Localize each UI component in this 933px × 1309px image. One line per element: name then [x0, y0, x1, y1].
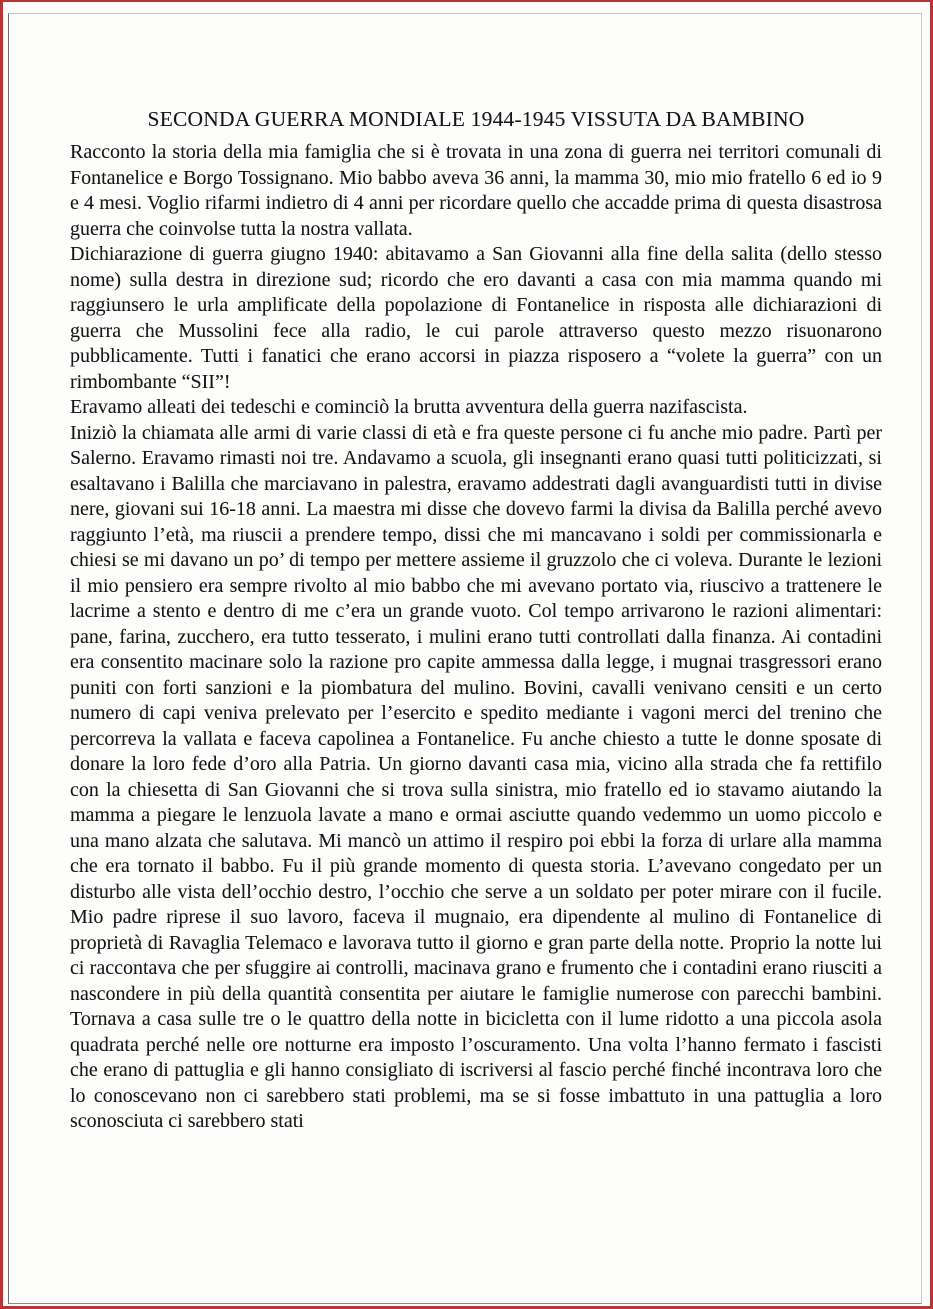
paragraph-wartime-life-story: Iniziò la chiamata alle armi di varie classi di età e fra queste persone ci fu anche mio padre. Partì per Salerno. Eravamo rimasti noi tre. Andavamo a scuola, gli insegnanti erano quasi tutti politicizzati, si esaltavano i Balilla che marciavano in palestra, eravamo addestrati dagli avanguardisti tutti in divise nere, giovani sui 16-18 anni. La maestra mi disse che dovevo farmi la divisa da Balilla perché avevo raggiunto l’età, ma riuscii a prendere tempo, dissi che mi mancavano i soldi per commissionarla e chiesi se mi davano un po’ di tempo per mettere assieme il gruzzolo che ci voleva. Durante le lezioni il mio pensiero era sempre rivolto al mio babbo che mi avevano portato via, riuscivo a trattenere le lacrime a stento e dentro di me c’era un grande vuoto. Col tempo arrivarono le razioni alimentari: pane, farina, zucchero, era tutto tesserato, i mulini erano tutti controllati dalla finanza. Ai contadini era consentito macinare solo la razione pro capite ammessa dalla legge, i mugnai trasgressori erano puniti con forti sanzioni e la piombatura del mulino. Bovini, cavalli venivano censiti e un certo numero di capi veniva prelevato per l’esercito e spedito mediante i vagoni merci del trenino che percorreva la vallata e faceva capolinea a Fontanelice. Fu anche chiesto a tutte le donne sposate di donare la loro fede d’oro alla Patria. Un giorno davanti casa mia, vicino alla strada che fa rettifilo con la chiesetta di San Giovanni che si trova sulla sinistra, mio fratello ed io stavamo aiutando la mamma a piegare le lenzuola lavate a mano e ormai asciutte quando vedemmo un uomo piccolo e una mano alzata che salutava. Mi mancò un attimo il respiro poi ebbi la forza di urlare alla mamma che era tornato il babbo. Fu il più grande momento di questa storia. L’avevano congedato per un disturbo alle vista dell’occhio destro, l’occhio che serve a un soldato per poter mirare con il fucile. Mio padre riprese il suo lavoro, faceva il mugnaio, era dipendente al mulino di Fontanelice di proprietà di Ravaglia Telemaco e lavorava tutto il giorno e gran parte della notte. Proprio la notte lui ci raccontava che per sfuggire ai controlli, macinava grano e frumento che i contadini erano riusciti a nascondere in più della quantità consentita per aiutare le famiglie numerose con parecchi bambini. Tornava a casa sulle tre o le quattro della notte in bicicletta con il lume ridotto a una piccola asola quadrata perché nelle ore notturne era imposto l’oscuramento. Una volta l’hanno fermato i fascisti che erano di pattuglia e gli hanno consigliato di iscriversi al fascio perché finché incontrava loro che lo conoscevano non ci sarebbero stati problemi, ma se si fosse imbattuto in una pattuglia a loro sconosciuta ci sarebbero stati	[70, 421, 882, 1132]
document-title: SECONDA GUERRA MONDIALE 1944-1945 VISSUTA DA BAMBINO	[147, 107, 805, 131]
paragraph-family-intro: Racconto la storia della mia famiglia che si è trovata in una zona di guerra nei territori comunali di Fontanelice e Borgo Tossignano. Mio babbo aveva 36 anni, la mamma 30, mio mio fratello 6 ed io 9 e 4 mesi. Voglio rifarmi indietro di 4 anni per ricordare quello che accadde prima di questa disastrosa guerra che coinvolse tutta la nostra vallata.	[70, 141, 882, 240]
paragraph-war-declaration: Dichiarazione di guerra giugno 1940: abitavamo a San Giovanni alla fine della salita (dello stesso nome) sulla destra in direzione sud; ricordo che ero davanti a casa con mia mamma quando mi raggiunsero le urla amplificate della popolazione di Fontanelice in risposta alle dichiarazioni di guerra che Mussolini fece alla radio, le cui parole attraverso questo mezzo risuonarono pubblicamente. Tutti i fanatici che erano accorsi in piazza risposero a “volete la guerra” con un rimbombante “SII”!	[70, 243, 882, 393]
document-content	[70, 106, 882, 1135]
paragraph-german-alliance: Eravamo alleati dei tedeschi e cominciò la brutta avventura della guerra nazifascista.	[70, 396, 748, 418]
